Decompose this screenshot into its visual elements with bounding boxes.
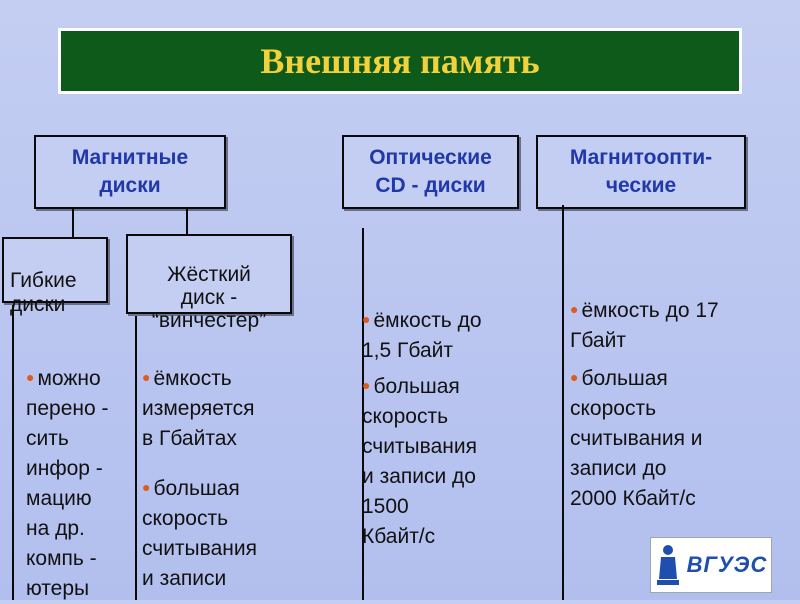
subcategory-floppy	[2, 237, 108, 316]
bullet-icon: ●	[26, 369, 35, 385]
subcategory-hard-label: Жёсткий диск - “винчестер”	[151, 263, 267, 332]
logo-text: ВГУЭС	[686, 552, 768, 577]
connector-floppy	[72, 209, 74, 239]
optical-point-2	[362, 340, 537, 552]
page-title: Внешняя память	[260, 41, 540, 81]
title-banner	[58, 28, 742, 94]
category-magnetic	[34, 135, 226, 209]
bullet-icon: ●	[142, 369, 151, 385]
floppy-point-1	[26, 332, 136, 604]
bullet-icon: ●	[362, 377, 371, 393]
subcategory-floppy-label: Гибкие диски	[10, 269, 77, 316]
divider-floppy	[12, 302, 14, 600]
category-magneto-optical	[536, 135, 746, 209]
bullet-icon: ●	[142, 479, 151, 495]
optical-point-1-text: ёмкость до 1,5 Гбайт	[362, 309, 482, 362]
connector-hard	[186, 209, 188, 235]
bullet-icon: ●	[570, 369, 579, 385]
hard-point-2-text: большая скорость считывания и записи	[142, 477, 257, 590]
category-magnetic-label: Магнитные диски	[71, 146, 189, 197]
divider-magneto	[562, 205, 564, 600]
hard-point-1-text: ёмкость измеряется в Гбайтах	[142, 367, 255, 450]
magneto-point-2-text: большая скорость считывания и записи до 2000 Кбайт/с	[570, 367, 703, 510]
statue-icon	[655, 543, 681, 587]
magneto-point-2	[570, 332, 770, 514]
category-magneto-optical-label: Магнитоопти- ческие	[569, 146, 713, 197]
hard-point-2	[142, 442, 302, 594]
university-logo	[650, 537, 772, 593]
hard-point-1	[142, 332, 302, 454]
bullet-icon: ●	[362, 311, 371, 327]
optical-point-2-text: большая скорость считывания и записи до 1500 Кбайт/с	[362, 375, 477, 548]
floppy-point-1-text: можно перено - сить инфор - мацию на др. компь - ютеры	[26, 367, 109, 600]
magneto-point-1-text: ёмкость до 17 Гбайт	[570, 299, 719, 352]
subcategory-hard	[126, 234, 292, 332]
bullet-icon: ●	[570, 301, 579, 317]
category-optical	[342, 135, 519, 209]
category-optical-label: Оптические CD - диски	[369, 146, 492, 197]
